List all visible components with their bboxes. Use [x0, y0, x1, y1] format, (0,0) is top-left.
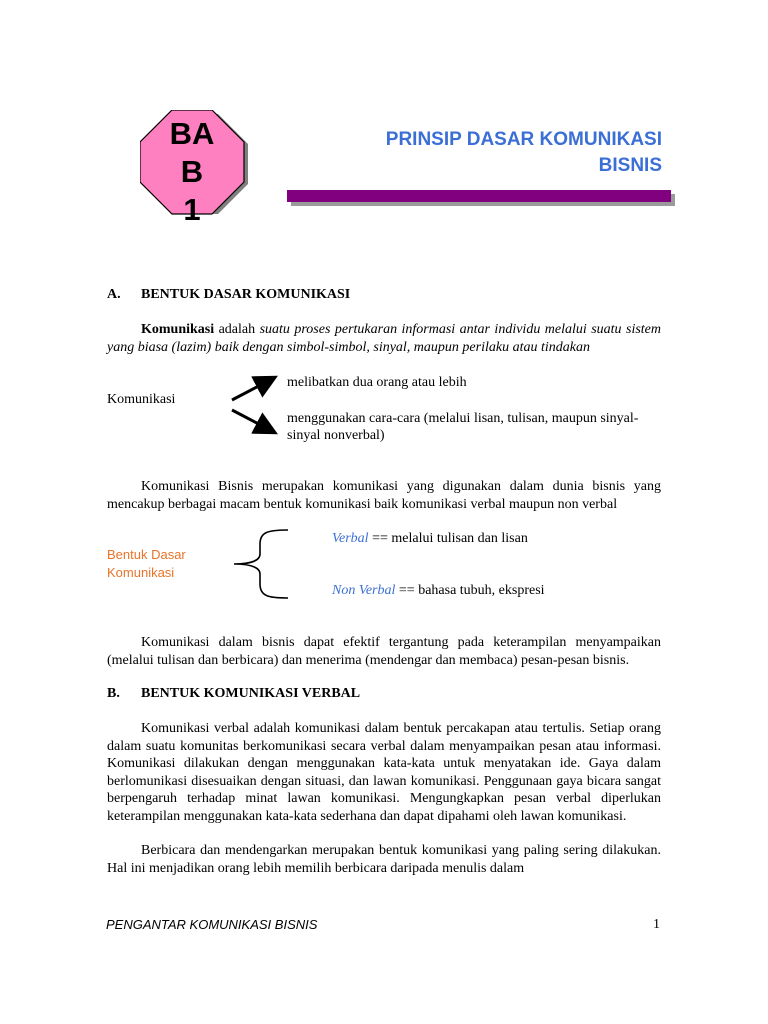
badge-line-1: BA — [169, 116, 215, 151]
chapter-title-line-1: PRINSIP DASAR KOMUNIKASI — [385, 129, 662, 150]
diagram1-label: Komunikasi — [107, 392, 176, 407]
definition-text: suatu proses pertukaran informasi antar individu melalui suatu sistem yang biasa (lazim) baik dengan simbol-simbol, sinyal, maupun perilaku atau tindakan — [107, 322, 661, 355]
diagram2-label-line-1: Bentuk Dasar — [107, 547, 186, 562]
definition-term: Komunikasi — [141, 322, 215, 337]
section-b-number: B. — [107, 686, 120, 701]
badge-line-2: B — [180, 154, 204, 189]
diagram1-branch-1: melibatkan dua orang atau lebih — [287, 375, 467, 390]
definition-paragraph — [107, 321, 661, 356]
chapter-title — [386, 127, 662, 179]
section-b-label: BENTUK KOMUNIKASI VERBAL — [141, 686, 361, 701]
verbal-equals: == — [368, 531, 392, 546]
chapter-badge-label — [140, 115, 244, 229]
badge-line-3: 1 — [183, 192, 201, 227]
diagram1-arrows — [228, 372, 280, 436]
effective-communication-paragraph: Komunikasi dalam bisnis dapat efektif tergantung pada keterampilan menyampaikan (melalui tulisan dan berbicara) dan menerima (mendengar dan membaca) pesan-pesan bisnis. — [107, 635, 661, 668]
page-number: 1 — [653, 917, 660, 932]
nonverbal-equals: == — [395, 583, 419, 598]
nonverbal-description: bahasa tubuh, ekspresi — [418, 583, 545, 598]
section-a-label: BENTUK DASAR KOMUNIKASI — [141, 287, 351, 302]
diagram2-nonverbal-row — [332, 582, 545, 599]
nonverbal-term: Non Verbal — [332, 583, 396, 598]
section-a-number: A. — [107, 287, 121, 302]
chapter-title-line-2: BISNIS — [598, 155, 662, 176]
verbal-description: melalui tulisan dan lisan — [391, 531, 528, 546]
diagram1-branch-2: menggunakan cara-cara (melalui lisan, tulisan, maupun sinyal-sinyal nonverbal) — [287, 411, 639, 443]
verbal-paragraph-1: Komunikasi verbal adalah komunikasi dalam bentuk percakapan atau tertulis. Setiap orang dalam suatu komunitas berkomunikasi secara verbal dalam menyampaikan pesan atau informasi. Komunikasi dilakukan dengan menggunakan kata-kata untuk menyatakan ide. Gaya dalam berlomunikasi disesuaikan dengan situasi, dan lawan komunikasi. Penggunaan gaya bicara sangat berpengaruh terhadap minat lawan komunikasi. Mengungkapkan pesan verbal diperlukan keterampilan menggunakan kata-kata sederhana dan dapat dipahami oleh lawan komunikasi. — [107, 721, 661, 824]
verbal-paragraph-2: Berbicara dan mendengarkan merupakan bentuk komunikasi yang paling sering dilakukan. Hal ini menjadikan orang lebih memilih berbicara daripada menulis dalam — [107, 843, 661, 876]
diagram2-label-line-2: Komunikasi — [107, 565, 175, 580]
diagram2-label — [107, 546, 186, 582]
definition-connector: adalah — [214, 322, 260, 337]
business-communication-paragraph: Komunikasi Bisnis merupakan komunikasi yang digunakan dalam dunia bisnis yang mencakup berbagai macam bentuk komunikasi baik komunikasi verbal maupun non verbal — [107, 479, 661, 512]
footer-title: PENGANTAR KOMUNIKASI BISNIS — [106, 917, 318, 932]
section-b-heading — [107, 686, 360, 702]
section-a-heading — [107, 287, 350, 303]
diagram2-verbal-row — [332, 530, 528, 547]
diagram2-brace — [230, 528, 292, 600]
verbal-term: Verbal — [332, 531, 369, 546]
title-bar — [287, 190, 671, 202]
